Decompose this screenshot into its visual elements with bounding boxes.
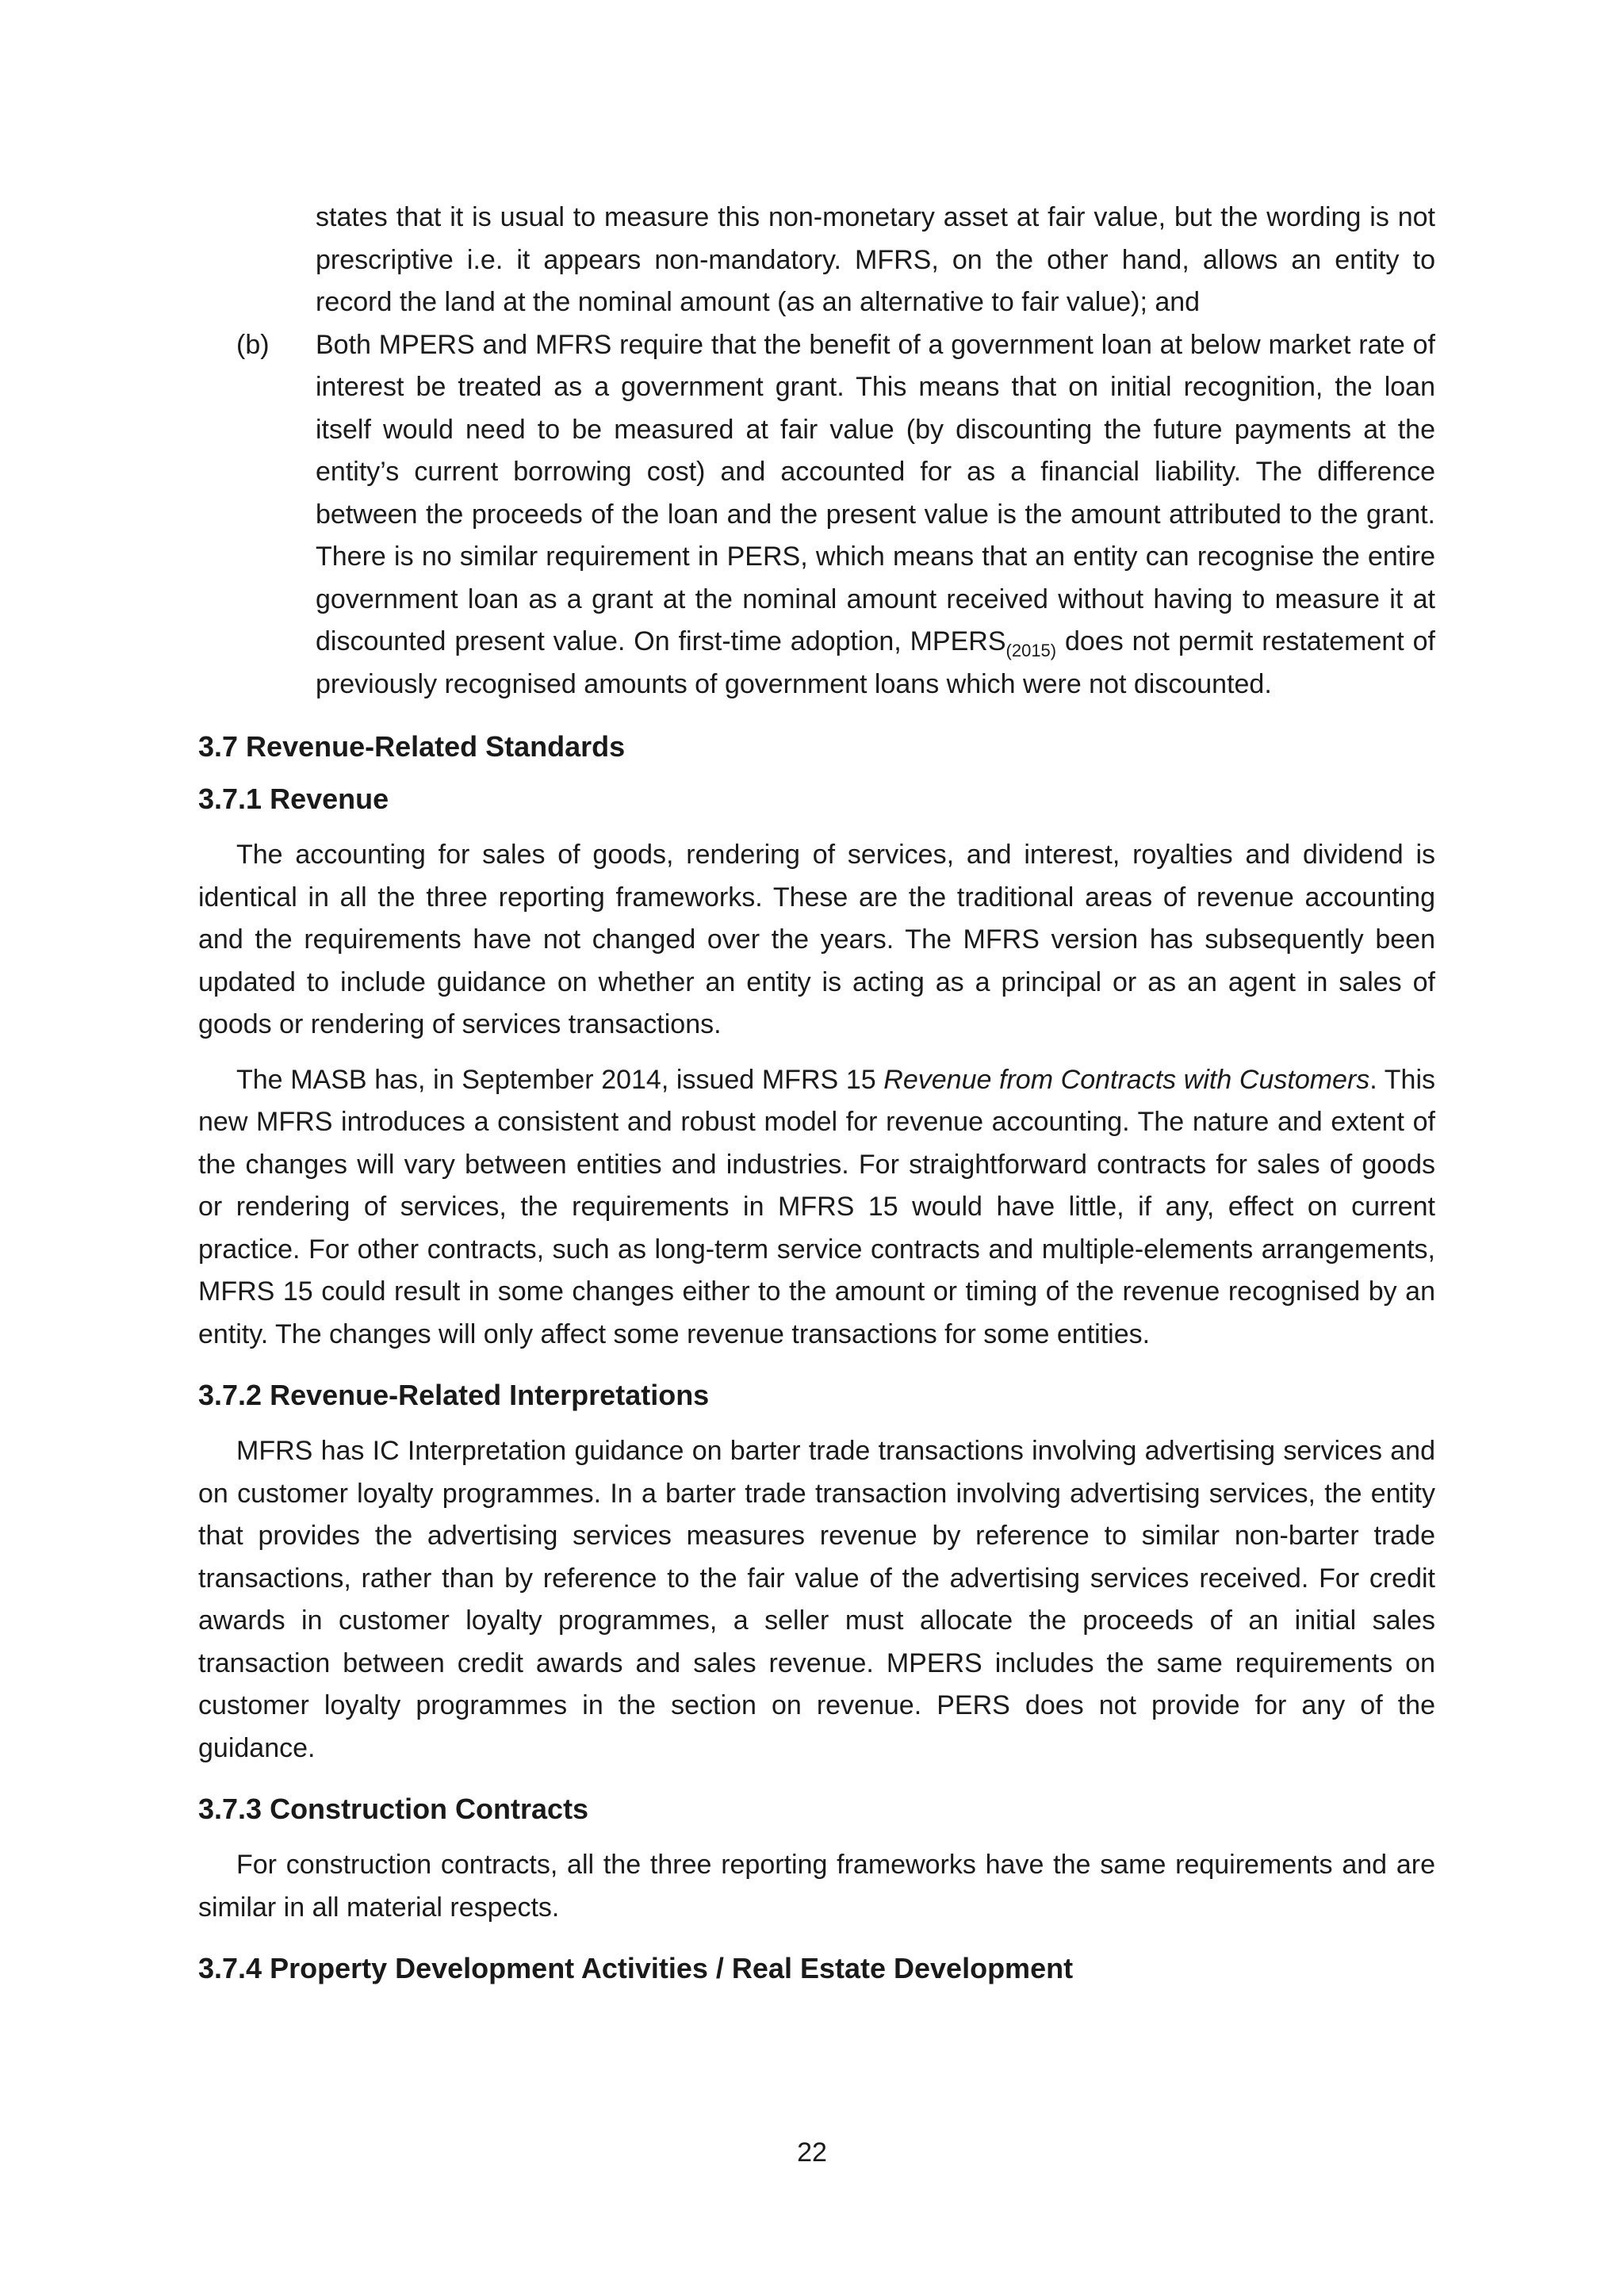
list-marker-b: (b) xyxy=(236,329,270,360)
mfrs15-title: Revenue from Contracts with Customers xyxy=(883,1064,1370,1095)
revenue-paragraph-1: The accounting for sales of goods, rendering of services, and interest, royalties and dividend is identical in all the three reporting frameworks. These are the traditional areas of revenue accounting and the requirements have not changed over the years. The MFRS version has subsequently been updated to include guidance on whether an entity is acting as a principal or as an agent in sales of goods or rendering of services transactions. xyxy=(198,840,1435,1039)
interpretations-paragraph: MFRS has IC Interpretation guidance on barter trade transactions involving advertising services and on customer loyalty programmes. In a barter trade transaction involving advertising services, the entity that provides the advertising services measures revenue by reference to similar non-barter trade transactions, rather than by reference to the fair value of the advertising services received. For credit awards in customer loyalty programmes, a seller must allocate the proceeds of an initial sales transaction between credit awards and sales revenue. MPERS includes the same requirements on customer loyalty programmes in the section on revenue. PERS does not provide for any of the guidance. xyxy=(198,1436,1435,1763)
revenue-paragraph-2 xyxy=(198,1059,1435,1357)
item-b-text-part2: does not permit restatement of previously recognised amounts of government loans which were not discounted. xyxy=(316,626,1435,699)
item-b-text-part1: Both MPERS and MFRS require that the benefit of a government loan at below market rate of interest be treated as a government grant. This means that on initial recognition, the loan itself would need to be measured at fair value (by discounting the future payments at the entity’s current borrowing cost) and accounted for as a financial liability. The difference between the proceeds of the loan and the present value is the amount attributed to the grant. There is no similar requirement in PERS, which means that an entity can recognise the entire government loan as a grant at the nominal amount received without having to measure it at discounted present value. On first-time adoption, MPERS xyxy=(316,329,1435,656)
continued-item-a-text: states that it is usual to measure this non-monetary asset at fair value, but the wording is not prescriptive i.e. it appears non-mandatory. MFRS, on the other hand, allows an entity to record the land at the nominal amount (as an alternative to fair value); and xyxy=(316,202,1435,317)
heading-3-7-4: 3.7.4 Property Development Activities / Real Estate Development xyxy=(198,1952,1074,1984)
list-item-b-text xyxy=(316,324,1435,706)
heading-3-7-2: 3.7.2 Revenue-Related Interpretations xyxy=(198,1379,710,1411)
construction-paragraph: For construction contracts, all the three reporting frameworks have the same requirements and are similar in all material respects. xyxy=(198,1850,1435,1923)
page-content xyxy=(198,197,1435,1991)
heading-3-7-3: 3.7.3 Construction Contracts xyxy=(198,1793,589,1825)
page-number: 22 xyxy=(797,2137,827,2168)
heading-3-7-1: 3.7.1 Revenue xyxy=(198,783,389,815)
heading-3-7: 3.7 Revenue-Related Standards xyxy=(198,730,626,763)
list-item-b xyxy=(198,324,1435,706)
revenue-p2-part2: . This new MFRS introduces a consistent and robust model for revenue accounting. The nature and extent of the changes will vary between entities and industries. For straightforward contracts for sales of goods or rendering of services, the requirements in MFRS 15 would have little, if any, effect on current practice. For other contracts, such as long-term service contracts and multiple-elements arrangements, MFRS 15 could result in some changes either to the amount or timing of the revenue recognised by an entity. The changes will only affect some revenue transactions for some entities. xyxy=(198,1064,1436,1349)
item-b-subscript: (2015) xyxy=(1005,640,1057,660)
revenue-p2-part1: The MASB has, in September 2014, issued MFRS 15 xyxy=(236,1064,884,1095)
